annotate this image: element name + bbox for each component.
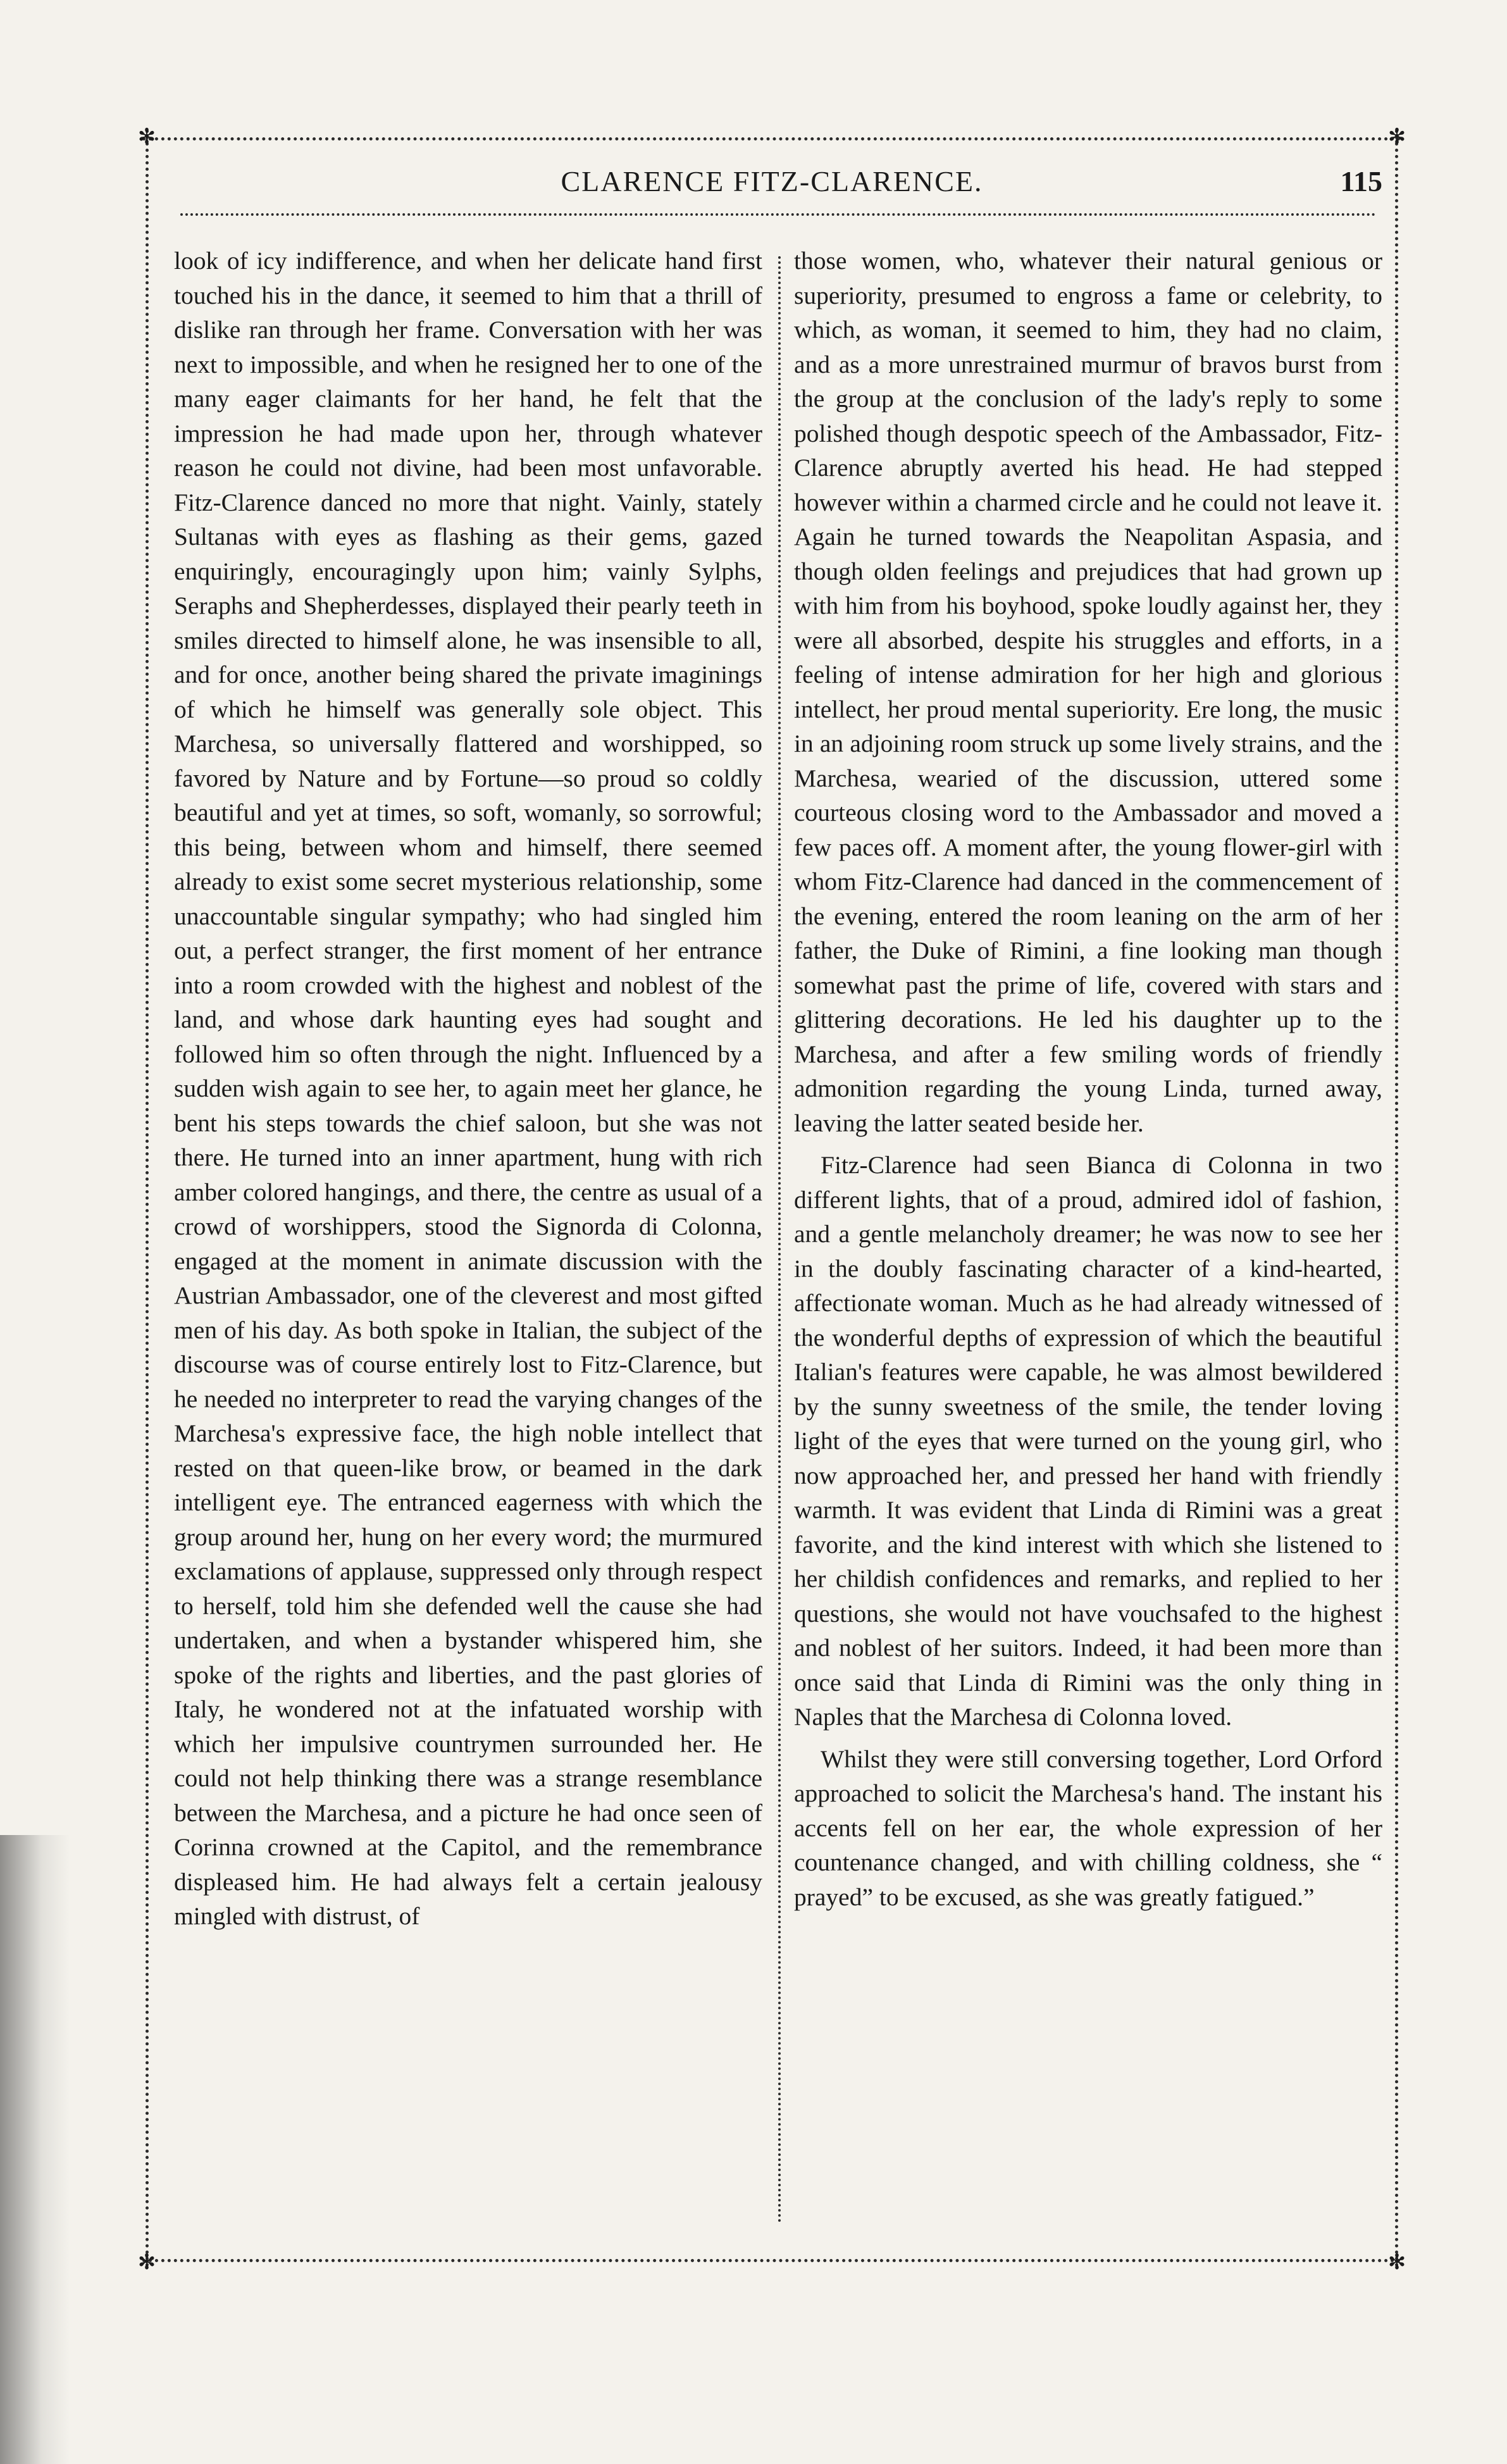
text-column-left — [174, 244, 762, 2243]
border-right — [1395, 130, 1398, 2268]
border-bottom — [142, 2259, 1401, 2262]
page-header — [142, 165, 1401, 209]
text-column-right — [794, 244, 1382, 2243]
paragraph: Whilst they were still conversing together, Lord Orford approached to solicit the Marchesa's hand. The instant his accents fell on her ear, the whole expression of her countenance changed, and with chilling coldness, she “ prayed” to be excused, as she was greatly fatigued.” — [794, 1745, 1382, 1911]
corner-ornament-icon: ✻ — [1387, 2251, 1406, 2274]
paragraph: those women, who, whatever their natural genious or superiority, presumed to engross a fame or celebrity, to which, as woman, it seemed to him, they had no claim, and as a more unrestrained murmur of bravos burst from the group at the conclusion of the lady's reply to some polished though despotic speech of the Ambassador, Fitz-Clarence abruptly averted his head. He had stepped however within a charmed circle and he could not leave it. Again he turned towards the Neapolitan Aspasia, and though olden feelings and prejudices that had grown up with him from his boyhood, spoke loudly against her, they were all absorbed, despite his struggles and efforts, in a feeling of intense admiration for her high and glorious intellect, her proud mental superiority. Ere long, the music in an adjoining room struck up some lively strains, and the Marchesa, wearied of the discussion, uttered some courteous closing word to the Ambassador and moved a few paces off. A moment after, the young flower-girl with whom Fitz-Clarence had danced in the commencement of the evening, entered the room leaning on the arm of her father, the Duke of Rimini, a fine looking man though somewhat past the prime of life, covered with stars and glittering decorations. He led his daughter up to the Marchesa, and after a few smiling words of friendly admonition regarding the young Linda, turned away, leaving the latter seated beside her. — [794, 247, 1382, 1137]
border-top — [142, 137, 1401, 140]
paragraph: Fitz-Clarence had seen Bianca di Colonna in two different lights, that of a proud, admired idol of fashion, and a gentle melancholy dreamer; he was now to see her in the doubly fascinating character of a kind-hearted, affectionate woman. Much as he had already witnessed of the wonderful depths of expression of which the beautiful Italian's features were capable, he was almost bewildered by the sunny sweetness of the smile, the tender loving light of the eyes that were turned on the young girl, who now approached her, and pressed her hand with friendly warmth. It was evident that Linda di Rimini was a great favorite, and the kind interest with which she listened to her childish confidences and remarks, and replied to her questions, she would not have vouchsafed to the highest and noblest of her suitors. Indeed, it had been more than once said that Linda di Rimini was the only thing in Naples that the Marchesa di Colonna loved. — [794, 1151, 1382, 1731]
page-number: 115 — [1340, 165, 1382, 197]
border-left — [146, 130, 149, 2268]
running-title: CLARENCE FITZ-CLARENCE. — [561, 165, 983, 197]
paragraph: look of icy indifference, and when her delicate hand first touched his in the dance, it seemed to him that a thrill of dislike ran through her frame. Conversation with her was next to impossible, and when he resigned her to one of the many eager claimants for her hand, he felt that the impression he had made upon her, through whatever reason he could not divine, had been most unfavorable. Fitz-Clarence danced no more that night. Vainly, stately Sultanas with eyes as flashing as their gems, gazed enquiringly, encouragingly upon him; vainly Sylphs, Seraphs and Shepherdesses, displayed their pearly teeth in smiles directed to himself alone, he was insensible to all, and for once, another being shared the private imaginings of which he himself was generally sole object. This Marchesa, so universally flattered and worshipped, so favored by Nature and by Fortune—so proud so coldly beautiful and yet at times, so soft, womanly, so sorrowful; this being, between whom and himself, there seemed already to exist some secret mysterious relationship, some unaccountable singular sympathy; who had singled him out, a perfect stranger, the first moment of her entrance into a room crowded with the highest and noblest of the land, and whose dark haunting eyes had sought and followed him so often through the night. Influenced by a sudden wish again to see her, to again meet her glance, he bent his steps towards the chief saloon, but she was not there. He turned into an inner apartment, hung with rich amber colored hangings, and there, the centre as usual of a crowd of worshippers, stood the Signorda di Colonna, engaged at the moment in animate discussion with the Austrian Ambassador, one of the cleverest and most gifted men of his day. As both spoke in Italian, the subject of the discourse was of course entirely lost to Fitz-Clarence, but he needed no interpreter to read the varying changes of the Marchesa's expressive face, the high noble intellect that rested on that queen-like brow, or beamed in the dark intelligent eye. The entranced eagerness with which the group around her, hung on her every word; the murmured exclamations of applause, suppressed only through respect to herself, told him she defended well the cause she had undertaken, and when a bystander whispered him, she spoke of the rights and liberties, and the past glories of Italy, he wondered not at the infatuated worship with which her impulsive countrymen surrounded her. He could not help thinking there was a strange resemblance between the Marchesa, and a picture he had once seen of Corinna crowned at the Capitol, and the remembrance displeased him. He had always felt a certain jealousy mingled with distrust, of — [174, 247, 762, 1930]
page-edge-shadow — [0, 1835, 70, 2464]
corner-ornament-icon: ✻ — [1387, 125, 1406, 149]
corner-ornament-icon: ✻ — [137, 125, 156, 149]
page-border-frame — [137, 125, 1406, 2274]
corner-ornament-icon: ✻ — [137, 2251, 156, 2274]
column-divider — [778, 256, 781, 2224]
header-rule — [180, 213, 1376, 216]
